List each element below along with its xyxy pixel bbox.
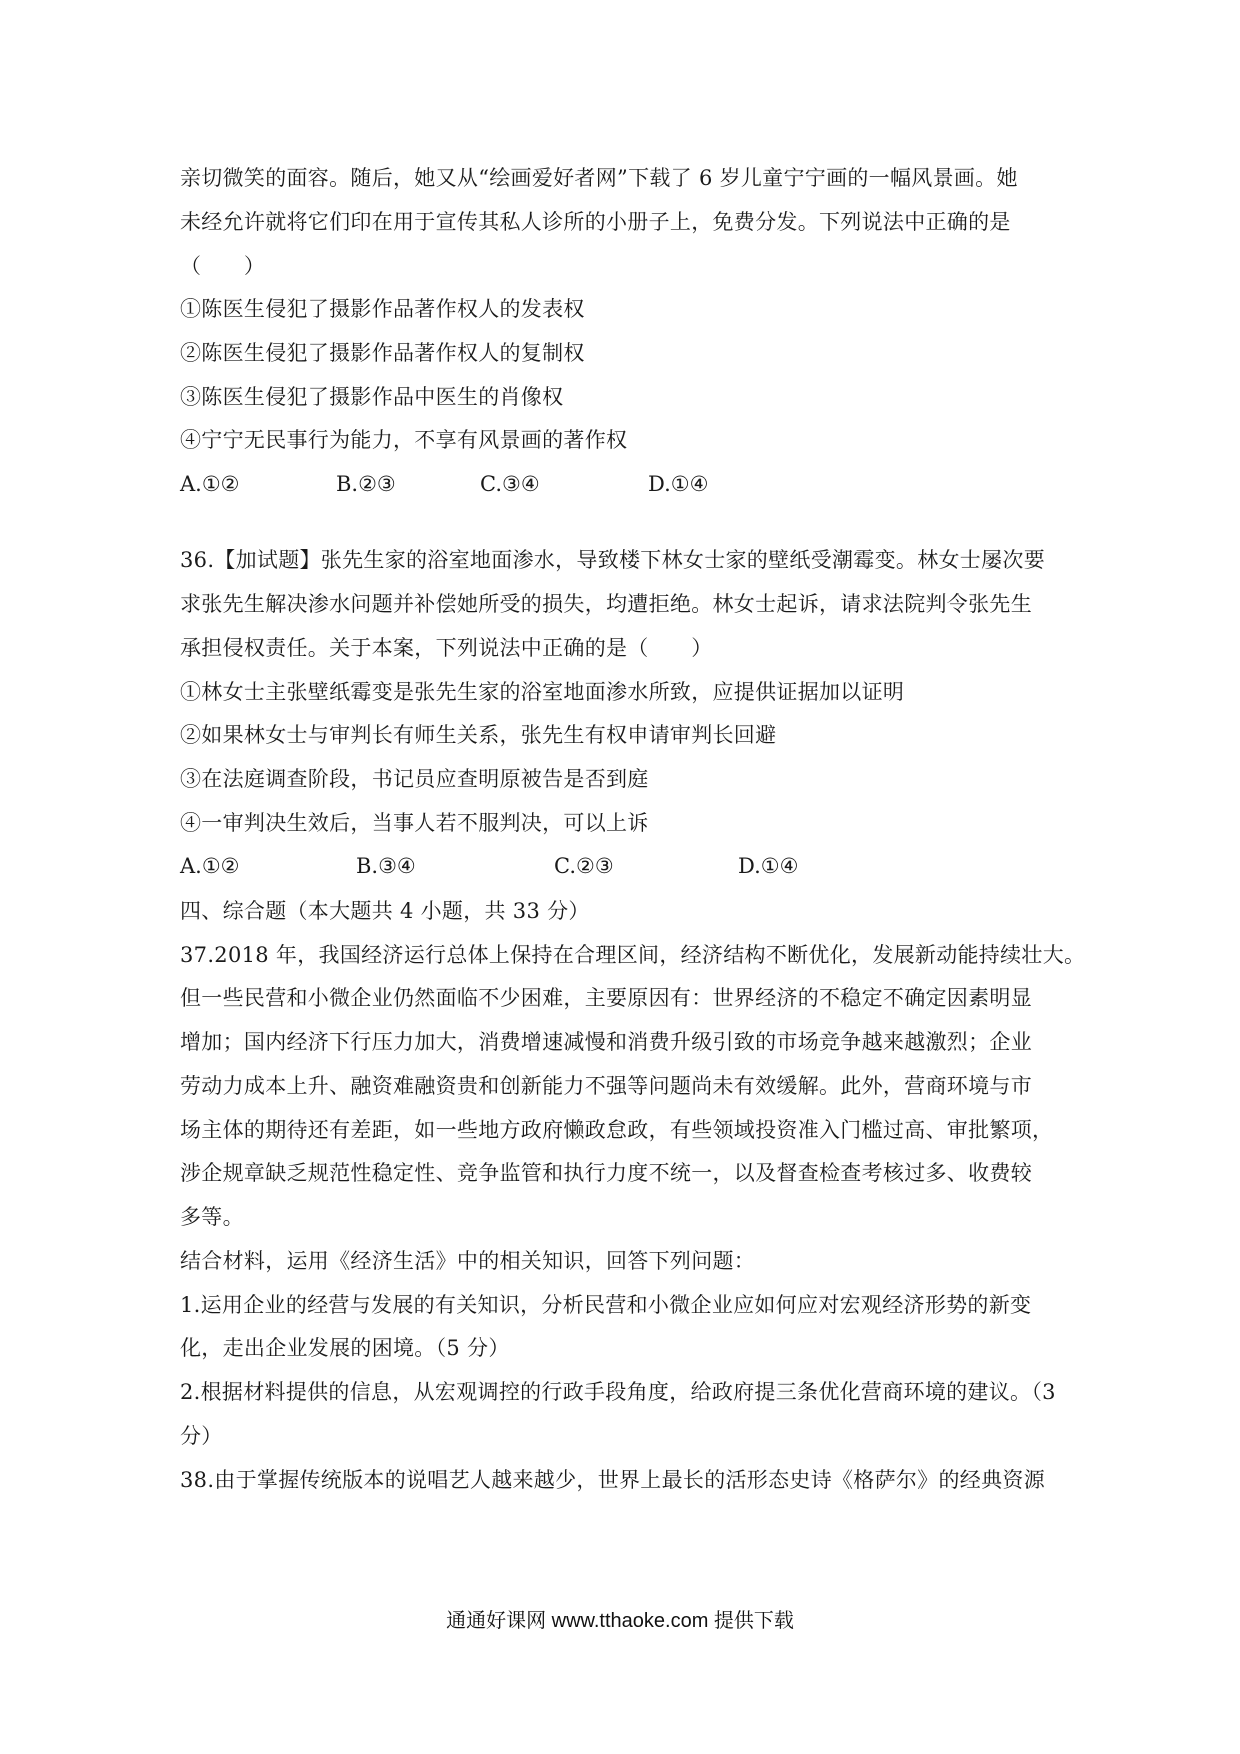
q35-option-d: D.①④ bbox=[648, 472, 709, 496]
document-page bbox=[180, 0, 1086, 1754]
q37-text-line-1: 37.2018 年，我国经济运行总体上保持在合理区间，经济结构不断优化，发展新动能持续壮大。 bbox=[180, 943, 1086, 967]
q37-sub2-line-1: 2.根据材料提供的信息，从宏观调控的行政手段角度，给政府提三条优化营商环境的建议。（3 bbox=[180, 1380, 1056, 1404]
q36-option-d: D.①④ bbox=[738, 854, 799, 878]
q36-option-a: A.①② bbox=[180, 854, 240, 878]
q36-statement-3: ③在法庭调查阶段，书记员应查明原被告是否到庭 bbox=[180, 767, 649, 791]
q38-text-line-1: 38.由于掌握传统版本的说唱艺人越来越少，世界上最长的活形态史诗《格萨尔》的经典资源 bbox=[180, 1468, 1045, 1492]
q36-option-c: C.②③ bbox=[554, 854, 614, 878]
q35-statement-4: ④宁宁无民事行为能力，不享有风景画的著作权 bbox=[180, 428, 628, 452]
q35-statement-1: ①陈医生侵犯了摄影作品著作权人的发表权 bbox=[180, 297, 585, 321]
page-footer: 通通好课网 www.tthaoke.com 提供下载 bbox=[446, 1610, 794, 1632]
q36-statement-4: ④一审判决生效后，当事人若不服判决，可以上诉 bbox=[180, 811, 649, 835]
q36-text-line-1: 36.【加试题】张先生家的浴室地面渗水，导致楼下林女士家的壁纸受潮霉变。林女士屡次要 bbox=[180, 548, 1045, 572]
q37-text-line-5: 场主体的期待还有差距，如一些地方政府懒政怠政，有些领域投资准入门槛过高、审批繁项， bbox=[180, 1118, 1054, 1142]
q36-statement-2: ②如果林女士与审判长有师生关系，张先生有权申请审判长回避 bbox=[180, 723, 777, 747]
q37-sub1-line-1: 1.运用企业的经营与发展的有关知识，分析民营和小微企业应如何应对宏观经济形势的新变 bbox=[180, 1293, 1032, 1317]
q37-text-line-2: 但一些民营和小微企业仍然面临不少困难，主要原因有：世界经济的不稳定不确定因素明显 bbox=[180, 986, 1032, 1010]
q35-text-line-1: 亲切微笑的面容。随后，她又从“绘画爱好者网”下载了 6 岁儿童宁宁画的一幅风景画。她 bbox=[180, 166, 1018, 190]
q35-statement-3: ③陈医生侵犯了摄影作品中医生的肖像权 bbox=[180, 385, 564, 409]
q36-text-line-3: 承担侵权责任。关于本案，下列说法中正确的是（ ） bbox=[180, 636, 713, 660]
q36-option-b: B.③④ bbox=[356, 854, 416, 878]
q36-text-line-2: 求张先生解决渗水问题并补偿她所受的损失，均遭拒绝。林女士起诉，请求法院判令张先生 bbox=[180, 592, 1032, 616]
q37-text-line-6: 涉企规章缺乏规范性稳定性、竞争监管和执行力度不统一，以及督查检查考核过多、收费较 bbox=[180, 1161, 1032, 1185]
q37-text-line-7: 多等。 bbox=[180, 1205, 244, 1229]
q35-option-c: C.③④ bbox=[480, 472, 540, 496]
q35-text-line-2: 未经允许就将它们印在用于宣传其私人诊所的小册子上，免费分发。下列说法中正确的是 bbox=[180, 210, 1011, 234]
q35-answer-bracket: （ ） bbox=[180, 254, 266, 278]
q37-sub2-line-2: 分） bbox=[180, 1424, 223, 1448]
q37-text-line-4: 劳动力成本上升、融资难融资贵和创新能力不强等问题尚未有效缓解。此外，营商环境与市 bbox=[180, 1074, 1032, 1098]
section-heading: 四、综合题（本大题共 4 小题，共 33 分） bbox=[180, 899, 590, 923]
q37-sub1-line-2: 化，走出企业发展的困境。（5 分） bbox=[180, 1336, 510, 1360]
q35-option-b: B.②③ bbox=[336, 472, 396, 496]
q37-prompt: 结合材料，运用《经济生活》中的相关知识，回答下列问题： bbox=[180, 1249, 756, 1273]
q35-statement-2: ②陈医生侵犯了摄影作品著作权人的复制权 bbox=[180, 341, 585, 365]
q36-statement-1: ①林女士主张壁纸霉变是张先生家的浴室地面渗水所致，应提供证据加以证明 bbox=[180, 680, 905, 704]
q35-option-a: A.①② bbox=[180, 472, 240, 496]
q37-text-line-3: 增加；国内经济下行压力加大，消费增速减慢和消费升级引致的市场竞争越来越激烈；企业 bbox=[180, 1030, 1032, 1054]
